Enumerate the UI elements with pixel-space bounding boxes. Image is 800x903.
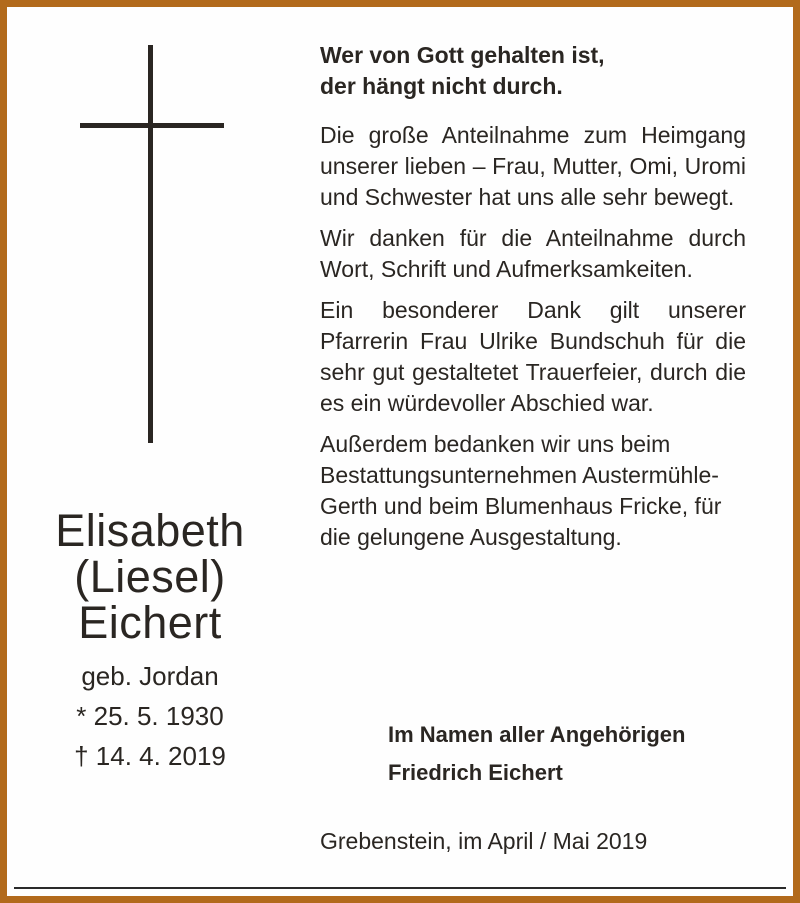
paragraph: Ein besonderer Dank gilt unserer Pfarrerin Frau Ulrike Bundschuh für die sehr gut gestaltetet Trauerfeier, durch die es ein würdevoller Abschied war. [320,297,746,416]
first-name: Elisabeth [55,505,245,556]
death-date: † 14. 4. 2019 [74,741,226,771]
signature-name: Friedrich Eichert [388,760,563,785]
last-name: Eichert [78,597,222,648]
paragraph: Außerdem bedanken wir uns beim Bestattungsunternehmen Austermühle-Gerth und beim Blumenhaus Fricke, für die gelungene Ausgestaltung. [320,431,722,550]
cross-icon-bar [80,123,224,128]
signature-line: Im Namen aller Angehörigen [388,722,686,747]
birth-date: * 25. 5. 1930 [76,701,224,731]
paragraph: Wir danken für die Anteilnahme durch Wort, Schrift und Aufmerksamkeiten. [320,225,746,282]
nickname: (Liesel) [74,551,226,602]
motto-line: der hängt nicht durch. [320,73,563,99]
signature [388,716,685,792]
text-column [320,40,746,563]
cross-icon [148,45,153,443]
paragraph: Die große Anteilnahme zum Heimgang unserer lieben – Frau, Mutter, Omi, Uromi und Schwester hat uns alle sehr bewegt. [320,122,746,210]
place-date: Grebenstein, im April / Mai 2019 [320,828,648,854]
motto [320,40,746,102]
motto-line: Wer von Gott gehalten ist, [320,42,605,68]
deceased-block [30,505,270,776]
birth-name: geb. Jordan [81,661,219,691]
